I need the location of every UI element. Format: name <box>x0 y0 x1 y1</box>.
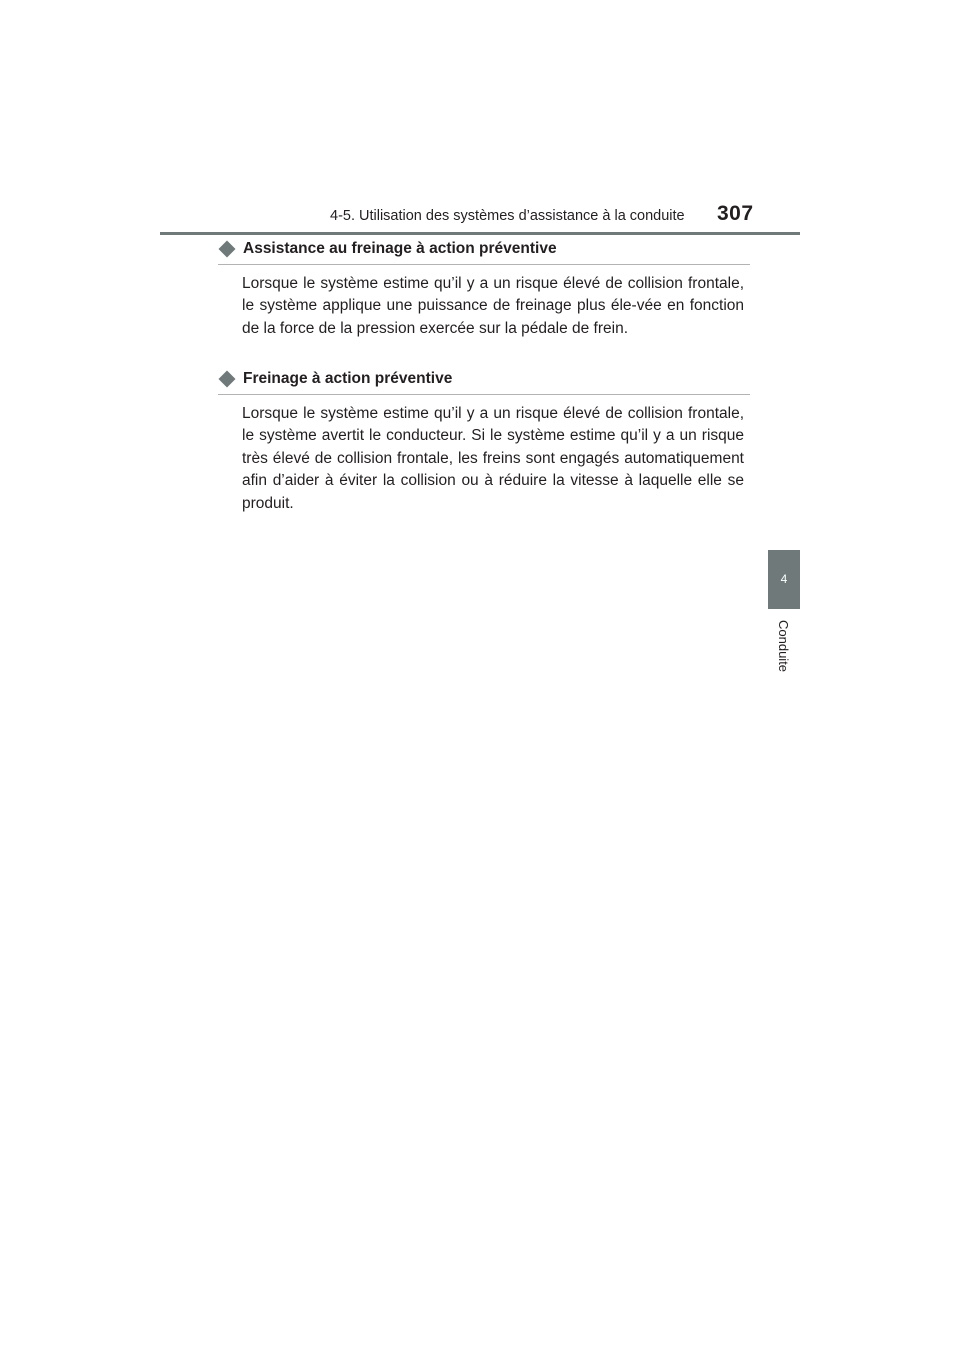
section-heading-text: Freinage à action préventive <box>243 370 453 387</box>
section-paragraph: Lorsque le système estime qu’il y a un risque élevé de collision frontale, le système avertit le conducteur. Si le système estime qu’il y a un risque très élevé de collision frontale, les freins sont engagés automatiquement afin d’aider à éviter la collision ou à réduire la vitesse à laquelle elle se produit. <box>242 405 744 512</box>
section-preventive-braking <box>218 370 750 515</box>
chapter-tab-number: 4 <box>780 572 788 586</box>
diamond-bullet-icon <box>219 371 236 388</box>
chapter-tab-label: Conduite <box>776 620 791 673</box>
section-heading <box>218 370 750 395</box>
header-rule <box>160 232 800 235</box>
section-heading-text: Assistance au freinage à action préventive <box>243 240 557 257</box>
section-heading <box>218 240 750 265</box>
section-paragraph: Lorsque le système estime qu’il y a un risque élevé de collision frontale, le système applique une puissance de freinage plus éle-vée en fonction de la force de la pression exercée sur la pédale de frein. <box>242 275 744 337</box>
chapter-title: 4-5. Utilisation des systèmes d’assistance à la conduite <box>330 208 685 224</box>
page-number: 307 <box>717 202 754 225</box>
diamond-bullet-icon <box>219 241 236 258</box>
section-preventive-brake-assist <box>218 240 750 340</box>
chapter-tab[interactable] <box>768 550 800 609</box>
